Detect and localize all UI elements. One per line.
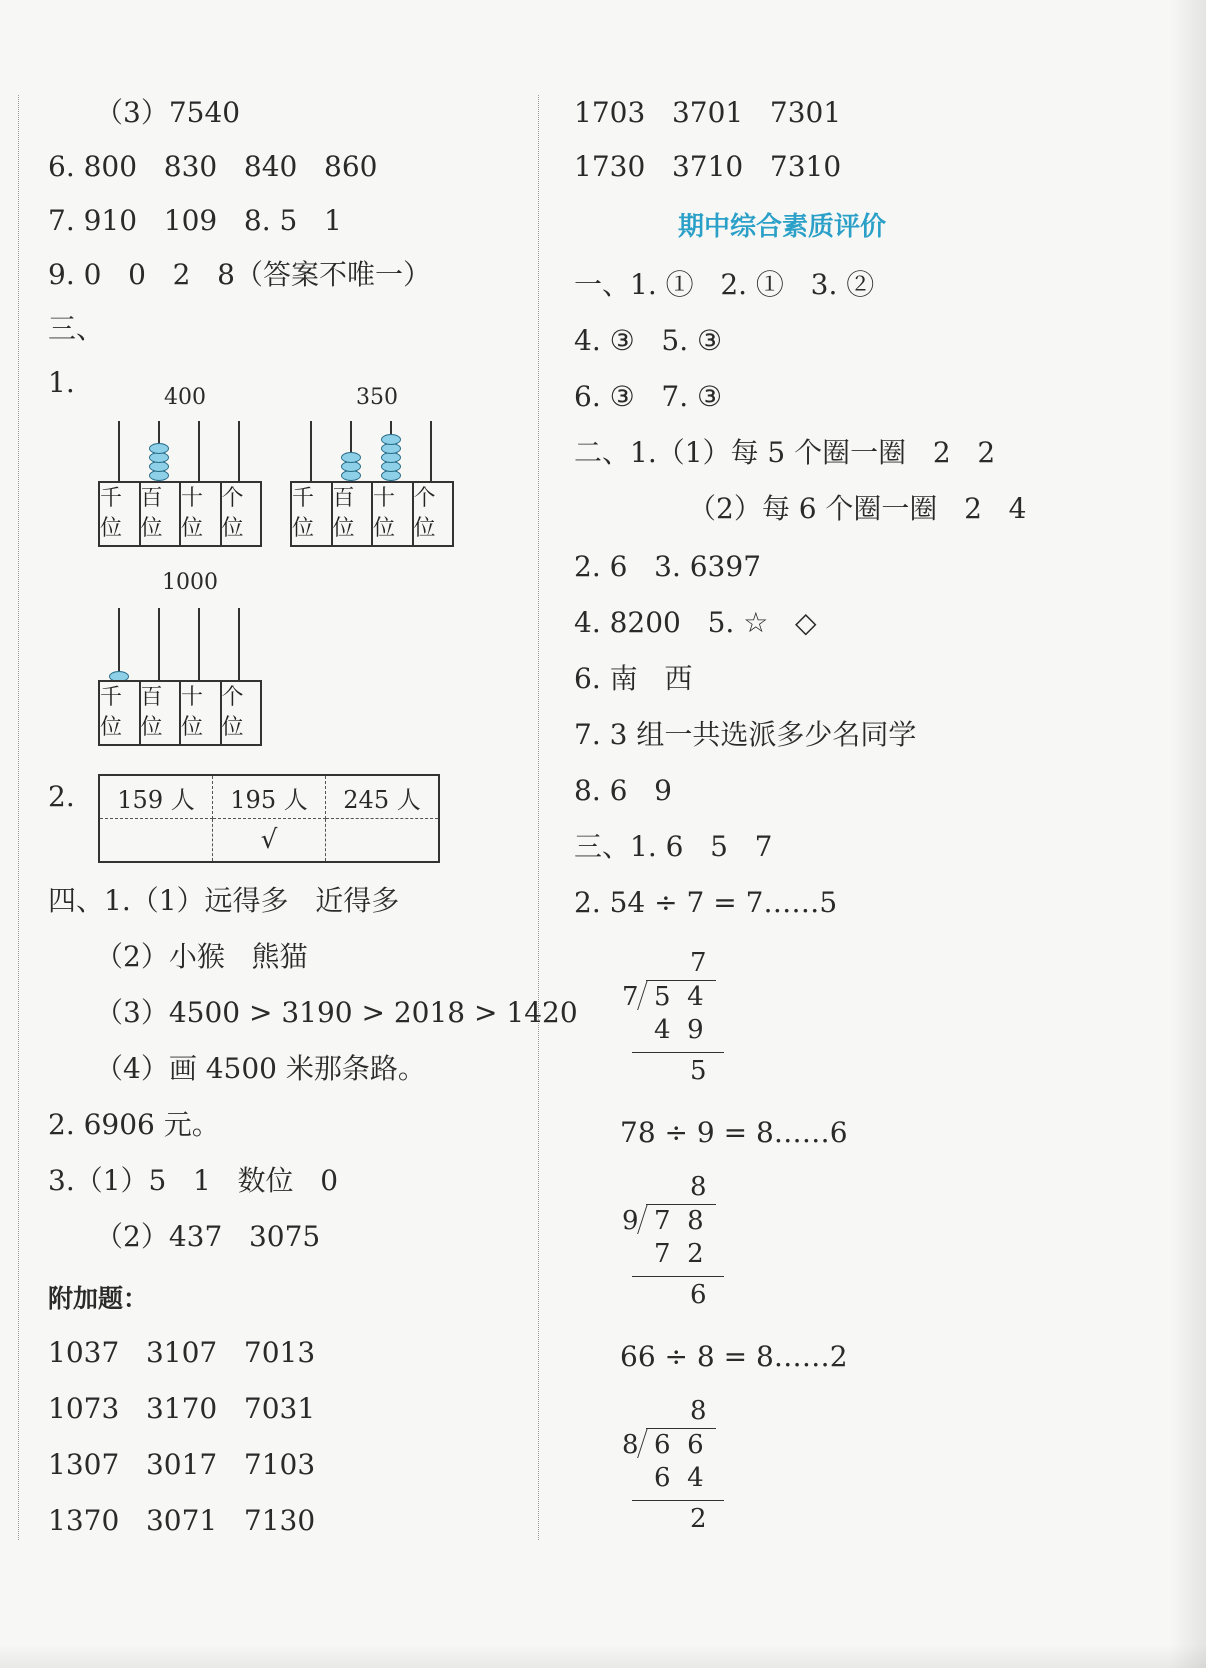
column-divider bbox=[538, 95, 539, 1540]
left-margin-line bbox=[18, 95, 19, 1540]
abacus-value: 400 bbox=[164, 385, 206, 410]
number-row: 1730 3710 7310 bbox=[574, 150, 842, 183]
remainder: 5 bbox=[690, 1056, 707, 1086]
table-header: 195 人 bbox=[213, 775, 326, 819]
division-bracket bbox=[637, 1428, 648, 1458]
answer-line: 6. ③ 7. ③ bbox=[574, 380, 723, 413]
rod bbox=[310, 421, 312, 481]
answer-line: 2. 54 ÷ 7 = 7……5 bbox=[574, 886, 838, 919]
number-row: 1307 3017 7103 bbox=[48, 1448, 316, 1481]
bead bbox=[149, 443, 169, 454]
table-header: 245 人 bbox=[326, 775, 440, 819]
place-ones: 个位 bbox=[221, 486, 244, 541]
answer-line: 66 ÷ 8 = 8……2 bbox=[620, 1340, 848, 1373]
answer-line: 1. bbox=[48, 366, 75, 399]
abacus-base bbox=[290, 481, 454, 547]
place-hundreds: 百位 bbox=[141, 682, 182, 744]
extra-title: 附加题： bbox=[48, 1284, 149, 1313]
division-bar bbox=[646, 1428, 716, 1429]
answer-line: 四、1.（1）远得多 近得多 bbox=[48, 884, 400, 917]
answer-line: 2. 6 3. 6397 bbox=[574, 550, 762, 583]
rod bbox=[238, 608, 240, 680]
answer-line: 3.（1）5 1 数位 0 bbox=[48, 1164, 339, 1197]
answer-line: 6. 南 西 bbox=[574, 662, 693, 695]
rod bbox=[118, 421, 120, 481]
rod bbox=[118, 608, 120, 680]
place-tens: 十位 bbox=[181, 682, 222, 744]
answer-line: （4）画 4500 米那条路。 bbox=[95, 1052, 426, 1085]
abacus-value: 1000 bbox=[162, 570, 218, 595]
number-row: 1703 3701 7301 bbox=[574, 96, 842, 129]
table-cell bbox=[99, 819, 213, 863]
page-edge-shadow bbox=[1170, 0, 1206, 1668]
rod bbox=[430, 421, 432, 481]
division-bracket bbox=[637, 980, 648, 1010]
product: 7 2 bbox=[654, 1239, 704, 1269]
answer-line: （2）437 3075 bbox=[95, 1220, 321, 1253]
divisor: 7 bbox=[622, 982, 639, 1012]
table-header: 159 人 bbox=[99, 775, 213, 819]
bead bbox=[381, 434, 401, 445]
check-mark: √ bbox=[213, 819, 326, 863]
place-tens: 十位 bbox=[181, 483, 222, 545]
number-row: 1073 3170 7031 bbox=[48, 1392, 316, 1425]
remainder: 6 bbox=[690, 1280, 707, 1310]
product: 4 9 bbox=[654, 1015, 704, 1045]
bead bbox=[341, 452, 361, 463]
place-thousands: 千位 bbox=[292, 483, 333, 545]
answer-line: 78 ÷ 9 = 8……6 bbox=[620, 1116, 848, 1149]
dividend: 7 8 bbox=[654, 1206, 704, 1236]
quotient: 8 bbox=[690, 1396, 707, 1426]
place-thousands: 千位 bbox=[100, 682, 141, 744]
choice-table bbox=[98, 774, 440, 863]
rod bbox=[238, 421, 240, 481]
answer-line: 9. 0 0 2 8（答案不唯一） bbox=[48, 258, 431, 291]
abacus-base bbox=[98, 680, 262, 746]
section-heading: 三、 bbox=[48, 312, 105, 345]
division-bracket bbox=[637, 1204, 648, 1234]
number-row: 1037 3107 7013 bbox=[48, 1336, 316, 1369]
rod bbox=[198, 608, 200, 680]
answer-line: （3）4500 > 3190 > 2018 > 1420 bbox=[95, 996, 578, 1029]
product: 6 4 bbox=[654, 1463, 704, 1493]
dividend: 6 6 bbox=[654, 1430, 704, 1460]
answer-line: 4. ③ 5. ③ bbox=[574, 324, 723, 357]
table-cell bbox=[326, 819, 440, 863]
subtraction-line bbox=[632, 1500, 724, 1501]
answer-line: （2）每 6 个圈一圈 2 4 bbox=[688, 492, 1027, 525]
place-thousands: 千位 bbox=[100, 483, 141, 545]
place-hundreds: 百位 bbox=[141, 483, 182, 545]
answer-line: 7. 3 组一共选派多少名同学 bbox=[574, 718, 917, 751]
division-bar bbox=[646, 980, 716, 981]
answer-line: 一、1. ① 2. ① 3. ② bbox=[574, 268, 875, 301]
rod bbox=[198, 421, 200, 481]
divisor: 9 bbox=[622, 1206, 639, 1236]
place-tens: 十位 bbox=[373, 483, 414, 545]
division-bar bbox=[646, 1204, 716, 1205]
rod bbox=[158, 608, 160, 680]
subtraction-line bbox=[632, 1276, 724, 1277]
answer-line: （2）小猴 熊猫 bbox=[95, 940, 308, 973]
answer-line: 7. 910 109 8. 5 1 bbox=[48, 204, 342, 237]
place-ones: 个位 bbox=[413, 486, 436, 541]
answer-line: 6. 800 830 840 860 bbox=[48, 150, 378, 183]
section-title: 期中综合素质评价 bbox=[678, 212, 887, 242]
answer-line: 二、1.（1）每 5 个圈一圈 2 2 bbox=[574, 436, 996, 469]
answer-line: 三、1. 6 5 7 bbox=[574, 830, 773, 863]
place-hundreds: 百位 bbox=[333, 483, 374, 545]
subtraction-line bbox=[632, 1052, 724, 1053]
quotient: 7 bbox=[690, 948, 707, 978]
dividend: 5 4 bbox=[654, 982, 704, 1012]
place-ones: 个位 bbox=[221, 685, 244, 740]
number-row: 1370 3071 7130 bbox=[48, 1504, 316, 1537]
answer-line: 2. 6906 元。 bbox=[48, 1108, 220, 1141]
answer-line: 8. 6 9 bbox=[574, 774, 672, 807]
abacus-base bbox=[98, 481, 262, 547]
answer-line: 2. bbox=[48, 780, 75, 813]
answer-line: （3）7540 bbox=[95, 96, 241, 129]
page-bottom-shadow bbox=[0, 1644, 1206, 1668]
answer-line: 4. 8200 5. ☆ ◇ bbox=[574, 606, 817, 639]
divisor: 8 bbox=[622, 1430, 639, 1460]
quotient: 8 bbox=[690, 1172, 707, 1202]
abacus-value: 350 bbox=[356, 385, 398, 410]
remainder: 2 bbox=[690, 1504, 707, 1534]
